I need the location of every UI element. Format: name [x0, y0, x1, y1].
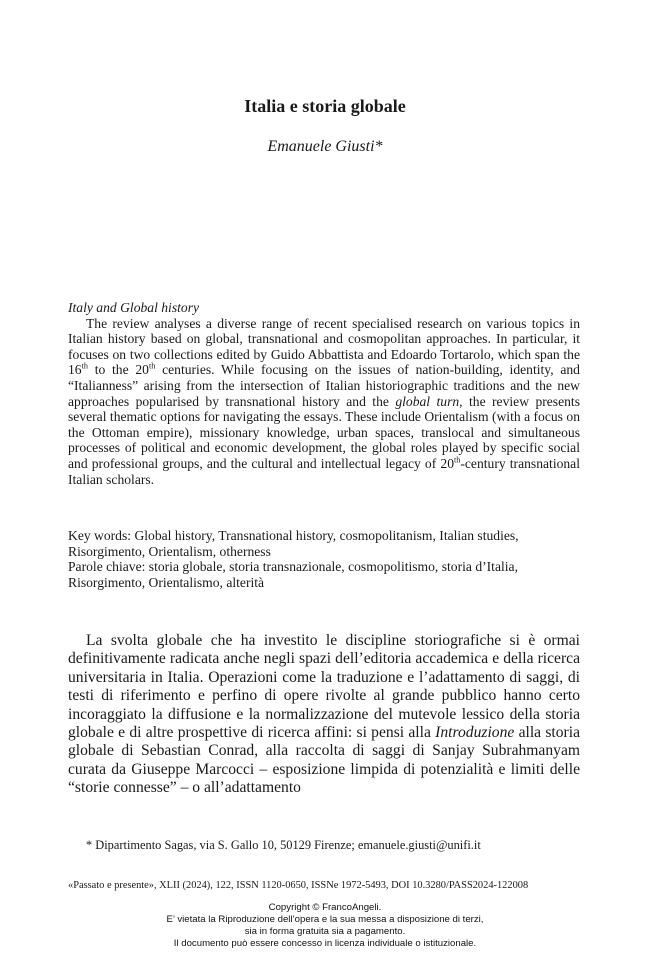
abstract-text-part: , the review presents several thematic options for navigating the essays. These include Orientalism (with a focus on the Ottoman empire), missionary knowledge, urban spaces, translocal and simultaneous processes of political and economic development, the global roles played by specific social and professional groups, and the cultural and intellectual legacy of 20 — [68, 393, 580, 471]
abstract-text-part: to the 20 — [87, 362, 149, 378]
copyright-line: sia in forma gratuita sia a pagamento. — [244, 926, 406, 937]
article-title: Italia e storia globale — [244, 96, 406, 116]
abstract-text-part: The review analyses a diverse range of recent specialised research on various topics in Italian history based on global, transnational and cosmopolitan approaches. In particular, it focuses on two collections edited by Guido Abbattista and Edoardo Tortarolo, which span the 16 — [68, 315, 580, 378]
superscript: th — [454, 455, 461, 465]
italic-term: global turn — [395, 393, 460, 409]
abstract-heading: Italy and Global history — [68, 300, 200, 315]
abstract-text-part: -century transnational Italian scholars. — [68, 455, 580, 487]
body-text-part: La svolta globale che ha investito le discipline storiografiche si è ormai definitivamente radicata anche negli spazi dell’editoria accademica e della ricerca universitaria in Italia. Operazioni come la traduzione e l’adattamento di saggi, di testi di riferimento e perfino di opere rivolte al grande pubblico hanno certo incoraggiato la diffusione e la normalizzazione del mutevole lessico della storia globale e di altre prospettive di ricerca affini: si pensi alla — [68, 632, 580, 742]
copyright-line: Copyright © FrancoAngeli. — [268, 902, 382, 913]
copyright-notice — [0, 902, 650, 950]
abstract-text-part: centuries. While focusing on the issues of nation-building, identity, and “Italianness” arising from the intersection of Italian historiographic traditions and the new approaches popularised by transnational history and the — [68, 362, 580, 409]
superscript: th — [148, 361, 156, 371]
keywords-en: Key words: Global history, Transnational history, cosmopolitanism, Italian studies, Risorgimento, Orientalism, otherness — [68, 528, 519, 559]
abstract — [68, 300, 580, 487]
copyright-line: E’ vietata la Riproduzione dell’opera e la sua messa a disposizione di terzi, — [166, 914, 484, 925]
italic-title: Introduzione — [435, 724, 515, 742]
keywords-it: Parole chiave: storia globale, storia transnazionale, cosmopolitismo, storia d’Italia, Risorgimento, Orientalismo, alterità — [68, 559, 518, 590]
body-paragraph — [68, 632, 580, 798]
abstract-text — [68, 316, 580, 488]
body-text — [68, 632, 580, 798]
copyright-line: Il documento può essere concesso in licenza individuale o istituzionale. — [173, 938, 477, 949]
body-text-part: alla storia globale di Sebastian Conrad, alla raccolta di saggi di Sanjay Subrahmanyam curata da Giuseppe Marcocci – esposizione limpida di potenzialità e limiti delle “storie connesse” – o all’adattamento — [68, 724, 581, 797]
author-name: Emanuele Giusti* — [267, 138, 383, 155]
journal-citation: «Passato e presente», XLII (2024), 122, ISSN 1120-0650, ISSNe 1972-5493, DOI 10.3280/PASS2024-122008 — [68, 880, 529, 891]
superscript: th — [81, 361, 88, 371]
keywords-block — [68, 528, 580, 590]
footnote: * Dipartimento Sagas, via S. Gallo 10, 50129 Firenze; emanuele.giusti@unifi.it — [86, 838, 481, 852]
